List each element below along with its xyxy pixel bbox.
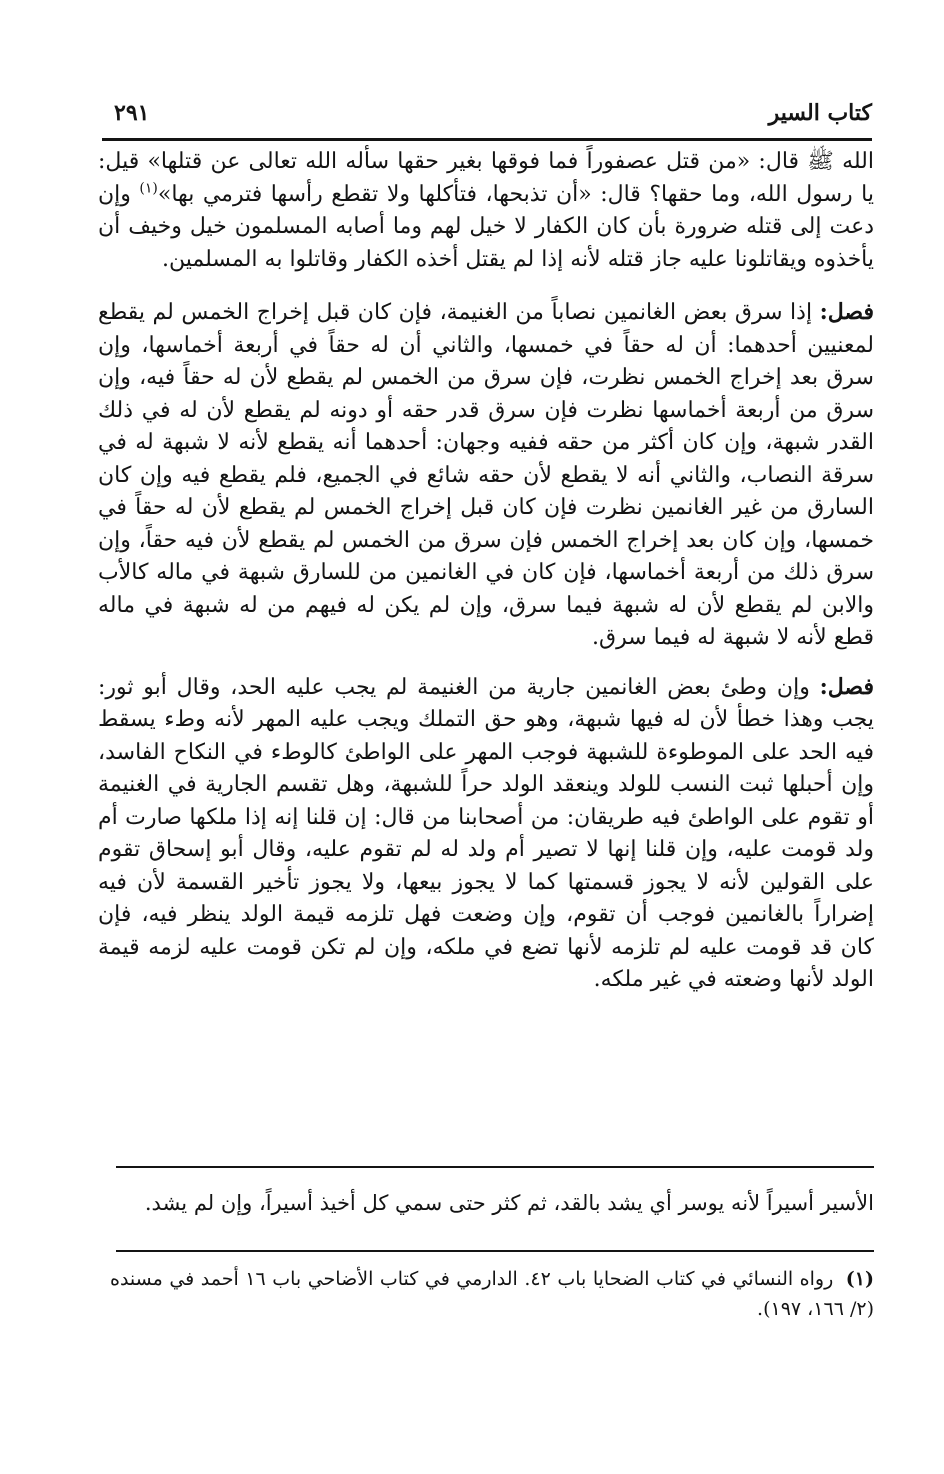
- paragraph-1: [98, 146, 874, 276]
- paragraph-text: إذا سرق بعض الغانمين نصاباً من الغنيمة، فإن كان قبل إخراج الخمس لم يقطع لمعنيين أحدهما: أن له حقاً في خمسها، والثاني أن له حقاً في أربعة أخماسها، وإن سرق بعد إخراج الخمس نظرت، فإن سرق من الخمس لم يقطع لأن له حقاً فيه، وإن سرق من أربعة أخماسها نظرت فإن سرق قدر حقه أو دونه لم يقطع لأن له في ذلك القدر شبهة، وإن كان أكثر من حقه ففيه وجهان: أحدهما أنه يقطع لأنه لا شبهة له في سرقة النصاب، والثاني أنه لا يقطع لأن حقه شائع في الجميع، فلم يقطع فيه وإن كان السارق من غير الغانمين نظرت فإن كان قبل إخراج الخمس لم يقطع لأن له حقاً في خمسها، وإن كان بعد إخراج الخمس فإن سرق من الخمس لم يقطع لأن فيه حقاً، وإن سرق ذلك من أربعة أخماسها، فإن كان في الغانمين من للسارق شبهة في ماله كالأب والابن لم يقطع لأن له شبهة فيما سرق، وإن لم يكن له فيهم من له شبهة في ماله قطع لأنه لا شبهة له فيما سرق.: [98, 300, 874, 650]
- paragraph-2: [98, 296, 874, 655]
- footnote-text: رواه النسائي في كتاب الضحايا باب ٤٢. الدارمي في كتاب الأضاحي باب ١٦ أحمد في مسنده (٢/ ١٦٦، ١٩٧).: [110, 1268, 874, 1320]
- paragraph-text: الله ﷺ قال: «من قتل عصفوراً فما فوقها بغير حقها سأله الله تعالى عن قتلها» قيل: يا رسول الله، وما حقها؟ قال: «أن تذبحها، فتأكلها ولا تقطع رأسها فترمي بها»: [98, 149, 875, 207]
- main-text: [98, 146, 874, 1013]
- footnote: [110, 1264, 874, 1324]
- book-title: كتاب السير: [768, 100, 872, 126]
- header-rule: [102, 138, 872, 141]
- section-label: فصل:: [819, 673, 874, 700]
- paragraph-3: [98, 671, 874, 997]
- page-header: [100, 96, 872, 138]
- note-text: الأسير أسيراً لأنه يوسر أي يشد بالقد، ثم كثر حتى سمي كل أخيذ أسيراً، وإن لم يشد.: [144, 1191, 874, 1215]
- paragraph-text: وإن وطئ بعض الغانمين جارية من الغنيمة لم يجب عليه الحد، وقال أبو ثور: يجب وهذا خطأ لأن له فيها شبهة، وهو حق التملك ويجب عليه المهر لأنه وطء يسقط فيه الحد على الموطوءة للشبهة فوجب المهر على الواطئ كالوطء في النكاح الفاسد، وإن أحبلها ثبت النسب للولد وينعقد الولد حراً للشبهة، وهل تقسم الجارية في الغنيمة أو تقوم على الواطئ فيه طريقان: من أصحابنا من قال: إن قلنا إنه إذا ملكها صارت أم ولد قومت عليه، وإن قلنا إنها لا تصير أم ولد له لم تقوم عليه، وقال أبو إسحاق تقوم على القولين لأنه لا يجوز قسمتها كما لا يجوز بيعها، ولا يجوز تأخير القسمة لأن فيه إضراراً بالغانمين فوجب أن تقوم، وإن وضعت فهل تلزمه قيمة الولد ينظر فيه، فإن كان قد قومت عليه لم تلزمه لأنها تضع في ملكه، وإن لم تكن قومت عليه لزمه قيمة الولد لأنها وضعته في غير ملكه.: [98, 674, 874, 992]
- paragraph-text-continued: وإن دعت إلى قتله ضرورة بأن كان الكفار لا خيل لهم وما أصابه المسلمون خيل وخيف أن يأخذوه ويقاتلونا عليه جاز قتله لأنه إذا لم يقتل أخذه الكفار وقاتلوا به المسلمين.: [98, 181, 874, 272]
- footnote-number: (١): [845, 1268, 874, 1290]
- footnote-reference: (١): [139, 180, 158, 197]
- footnote-divider: [116, 1250, 874, 1252]
- section-label: فصل:: [819, 299, 874, 325]
- note-divider: [116, 1166, 874, 1168]
- page-number: ٢٩١: [114, 100, 150, 126]
